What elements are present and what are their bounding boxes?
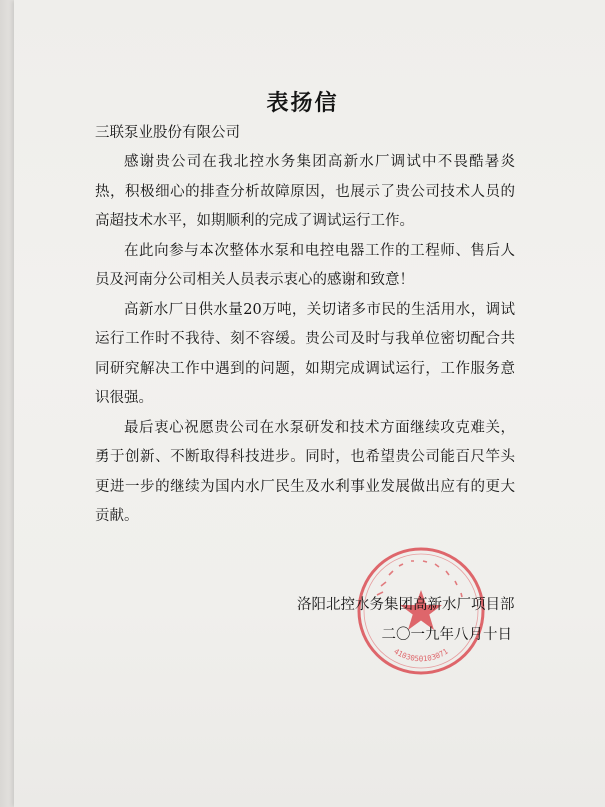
seal-number: 4103050103071 bbox=[392, 646, 450, 664]
letter-body bbox=[95, 148, 515, 532]
signature-date: 二〇一九年八月十日 bbox=[381, 627, 512, 643]
body-paragraph: 在此向参与本次整体水泵和电控电器工作的工程师、售后人员及河南分公司相关人员表示衷心的感谢和致意！ bbox=[95, 242, 515, 288]
body-paragraph: 最后衷心祝愿贵公司在水泵研发和技术方面继续攻克难关，勇于创新、不断取得科技进步。同时，也希望贵公司能百尺竿头更进一步的继续为国内水厂民生及水利事业发展做出应有的更大贡献。 bbox=[95, 419, 515, 524]
letter-title: 表扬信 bbox=[266, 90, 339, 116]
body-paragraph: 高新水厂日供水量20万吨，关切诸多市民的生活用水，调试运行工作时不我待、刻不容缓。贵公司及时与我单位密切配合共同研究解决工作中遇到的问题，如期完成调试运行，工作服务意识很强。 bbox=[95, 301, 515, 406]
recipient-name: 三联泵业股份有限公司 bbox=[95, 125, 240, 141]
body-paragraph: 感谢贵公司在我北控水务集团高新水厂调试中不畏酷暑炎热，积极细心的排查分析故障原因，也展示了贵公司技术人员的高超技术水平，如期顺利的完成了调试运行工作。 bbox=[95, 154, 515, 229]
signature-organization: 洛阳北控水务集团高新水厂项目部 bbox=[297, 597, 515, 613]
signature-block bbox=[297, 590, 515, 650]
